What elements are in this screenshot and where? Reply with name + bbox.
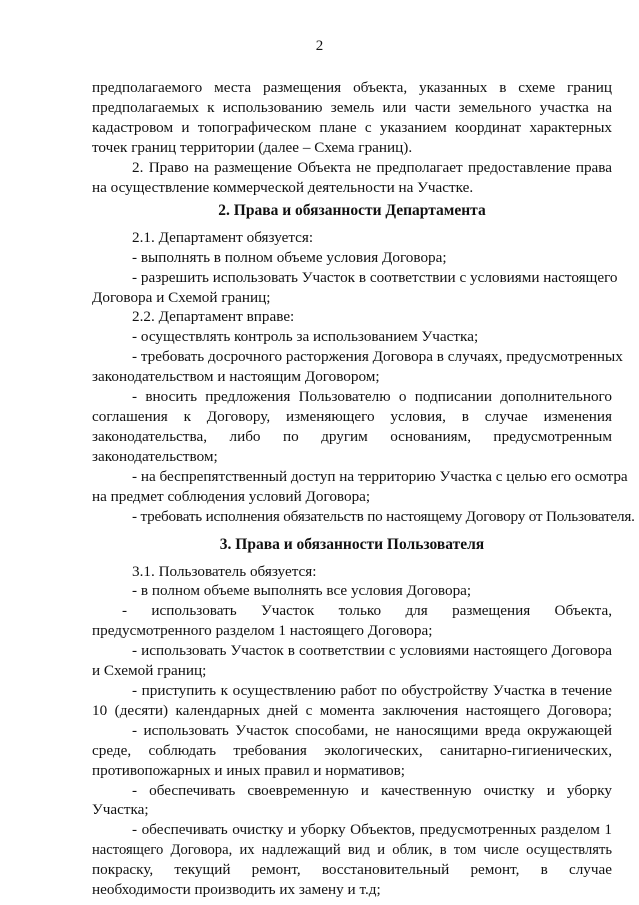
text-line: законодательства, либо по другим основаниям, предусмотренным <box>92 427 612 445</box>
section-heading-user: 3. Права и обязанности Пользователя <box>219 535 485 553</box>
text-line: точек границ территории (далее – Схема границ). <box>92 138 413 156</box>
text-line: настоящего Договора, их надлежащий вид и облик, в том числе осуществлять <box>92 842 612 859</box>
text-line: на осуществление коммерческой деятельности на Участке. <box>92 178 474 196</box>
text-line: предусмотренного разделом 1 настоящего Договора; <box>92 622 433 640</box>
text-line: покраску, текущий ремонт, восстановительный ремонт, в случае <box>92 861 612 879</box>
page-number: 2 <box>315 38 324 54</box>
section-heading-department: 2. Права и обязанности Департамента <box>218 202 486 220</box>
text-line: - использовать Участок способами, не наносящими вреда окружающей <box>132 721 612 739</box>
text-line: - в полном объеме выполнять все условия Договора; <box>132 582 472 600</box>
text-line: 10 (десяти) календарных дней с момента заключения настоящего Договора; <box>92 701 612 719</box>
text-line: законодательством; <box>92 447 218 465</box>
text-line: - использовать Участок в соответствии с условиями настоящего Договора <box>132 642 612 660</box>
text-line: среде, соблюдать требования экологических, санитарно-гигиенических, <box>92 741 612 759</box>
text-line: предполагаемых к использованию земель или части земельного участка на <box>92 98 612 116</box>
text-line: 2.1. Департамент обязуется: <box>132 228 314 246</box>
text-line: предполагаемого места размещения объекта, указанных в схеме границ <box>92 79 612 96</box>
text-line: на предмет соблюдения условий Договора; <box>92 487 371 505</box>
text-line: и Схемой границ; <box>92 662 207 679</box>
text-line: - использовать Участок только для размещения Объекта, <box>122 602 612 620</box>
text-line: кадастровом и топографическом плане с указанием координат характерных <box>92 118 612 136</box>
text-line: Участка; <box>92 801 149 819</box>
text-line: 3.1. Пользователь обязуется: <box>132 562 317 580</box>
text-line: - осуществлять контроль за использованием Участка; <box>132 328 479 346</box>
text-line: 2. Право на размещение Объекта не предполагает предоставление права <box>132 158 612 176</box>
text-line: - приступить к осуществлению работ по обустройству Участка в течение <box>132 681 612 699</box>
text-line: противопожарных и иных правил и нормативов; <box>92 761 406 779</box>
text-line: - обеспечивать очистку и уборку Объектов, предусмотренных разделом 1 <box>132 821 612 839</box>
text-line: соглашения к Договору, изменяющего условия, в случае изменения <box>92 408 612 425</box>
text-line: Договора и Схемой границ; <box>92 288 271 306</box>
text-line: - требовать исполнения обязательств по настоящему Договору от Пользователя. <box>132 507 635 525</box>
text-line: - на беспрепятственный доступ на территорию Участка с целью его осмотра <box>132 467 628 485</box>
text-line: - выполнять в полном объеме условия Договора; <box>132 248 447 266</box>
text-line: - вносить предложения Пользователю о подписании дополнительного <box>132 388 612 405</box>
text-line: - обеспечивать своевременную и качественную очистку и уборку <box>132 781 612 799</box>
text-line: необходимости производить их замену и т.д; <box>92 881 381 898</box>
text-line: - разрешить использовать Участок в соответствии с условиями настоящего <box>132 268 618 286</box>
text-line: 2.2. Департамент вправе: <box>132 308 295 326</box>
text-line: - требовать досрочного расторжения Договора в случаях, предусмотренных <box>132 348 623 366</box>
text-line: законодательством и настоящим Договором; <box>92 368 380 386</box>
